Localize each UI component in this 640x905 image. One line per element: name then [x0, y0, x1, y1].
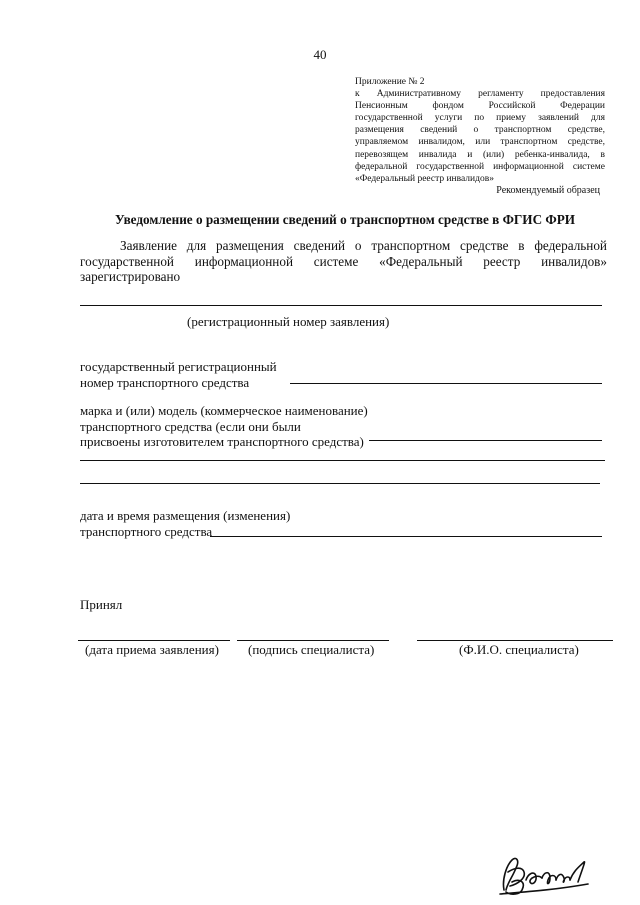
intro-paragraph [80, 238, 607, 285]
acceptance-date-caption: (дата приема заявления) [85, 642, 219, 657]
recommended-sample-note: Рекомендуемый образец [496, 185, 600, 196]
appendix-line: к Административному регламенту предоставления [355, 89, 605, 100]
appendix-line: размещения сведений о транспортном средстве, [355, 125, 605, 136]
vehicle-model-label-line: присвоены изготовителем транспортного средства) [80, 434, 364, 449]
intro-line: зарегистрировано [80, 269, 181, 284]
appendix-line: федеральной государственной информационной системе [355, 161, 605, 172]
vehicle-model-field[interactable] [369, 440, 602, 441]
appendix-line: Пенсионным фондом Российской Федерации [355, 101, 605, 112]
vehicle-reg-label [80, 359, 277, 390]
accepted-label: Принял [80, 597, 123, 612]
reg-number-caption: (регистрационный номер заявления) [187, 314, 390, 329]
vehicle-model-field-line-2[interactable] [80, 460, 605, 461]
vehicle-reg-label-line: номер транспортного средства [80, 374, 250, 390]
specialist-name-field[interactable] [417, 640, 613, 641]
vehicle-reg-label-line: государственный регистрационный [80, 359, 277, 374]
appendix-line: перевозящем инвалида и (или) ребенка-инвалида, в [355, 149, 605, 160]
handwritten-signature [494, 852, 594, 900]
reg-number-field[interactable] [80, 305, 602, 306]
document-title: Уведомление о размещении сведений о транспортном средстве в ФГИС ФРИ [114, 212, 576, 227]
vehicle-model-label [80, 403, 368, 450]
vehicle-model-label-line: марка и (или) модель (коммерческое наименование) [80, 403, 368, 418]
specialist-name-caption: (Ф.И.О. специалиста) [459, 642, 579, 657]
intro-line: государственной информационной системе «Федеральный реестр инвалидов» [80, 253, 607, 269]
appendix-line: Приложение № 2 [355, 77, 425, 87]
specialist-signature-caption: (подпись специалиста) [248, 642, 375, 657]
appendix-line: государственной услуги по приему заявлений для [355, 113, 605, 124]
placement-date-field[interactable] [210, 536, 602, 537]
appendix-line: управляемом инвалидом, или транспортном средстве, [355, 137, 605, 148]
vehicle-model-label-line: транспортного средства (если они были [80, 418, 301, 434]
appendix-note [355, 76, 605, 185]
specialist-signature-field[interactable] [237, 640, 389, 641]
placement-date-label-line: дата и время размещения (изменения) [80, 508, 291, 523]
intro-line: Заявление для размещения сведений о транспортном средстве в федеральной [120, 238, 607, 253]
placement-date-label-line: транспортного средства [80, 523, 213, 539]
vehicle-model-field-line-3[interactable] [80, 483, 600, 484]
acceptance-date-field[interactable] [78, 640, 230, 641]
vehicle-reg-number-field[interactable] [290, 383, 602, 384]
page-number: 40 [313, 47, 327, 62]
placement-date-label [80, 508, 290, 539]
appendix-line: «Федеральный реестр инвалидов» [355, 173, 494, 184]
